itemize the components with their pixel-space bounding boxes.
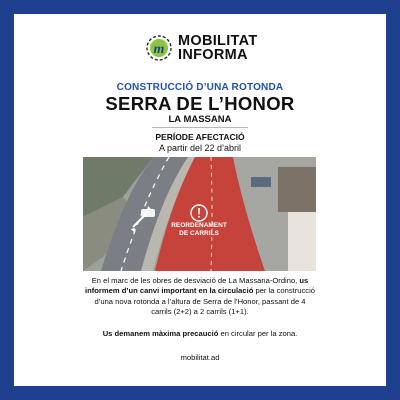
body-p2-a: Us demanem màxima precaució bbox=[102, 329, 219, 338]
brand-logo bbox=[146, 28, 257, 68]
warning-icon bbox=[190, 204, 208, 222]
brand-line-1: MOBILITAT bbox=[178, 33, 258, 49]
body-p2-b: en circular per la zona. bbox=[218, 329, 298, 338]
mobilitat-logo-icon bbox=[146, 35, 172, 61]
body-paragraph-2 bbox=[84, 329, 316, 339]
body-p1-c: per la construcció d’una nova rotonda a l’altura de Serra de l’Honor, passant de 4 carrils (2+2) a 2 carrils (1+1). bbox=[94, 286, 315, 317]
period-value: A partir del 22 d’abril bbox=[158, 143, 242, 153]
notice-subtitle: CONSTRUCCIÓ D’UNA ROTONDA bbox=[116, 82, 284, 93]
logo-letter: m bbox=[153, 42, 165, 57]
brand-line-2: INFORMA bbox=[178, 47, 248, 63]
lane-reorder-label bbox=[164, 222, 234, 238]
lane-reorder-line-2: DE CARRILS bbox=[179, 230, 219, 237]
notice-town: LA MASSANA bbox=[168, 114, 232, 125]
divider bbox=[152, 127, 248, 128]
body-p1-b: us informem d’un canvi important en la circulació bbox=[85, 276, 309, 296]
body-paragraph-1 bbox=[84, 276, 316, 318]
period-label: PERÍODE AFECTACIÓ bbox=[155, 132, 245, 142]
notice-title: SERRA DE L’HONOR bbox=[105, 93, 295, 114]
lane-reorder-line-1: REORDENAMENT bbox=[171, 222, 227, 229]
body-p1-a: En el marc de les obres de desviació de La Massana-Ordino, bbox=[91, 276, 300, 285]
brand-name bbox=[178, 34, 257, 62]
footer-url[interactable]: mobilitat.ad bbox=[180, 353, 220, 362]
